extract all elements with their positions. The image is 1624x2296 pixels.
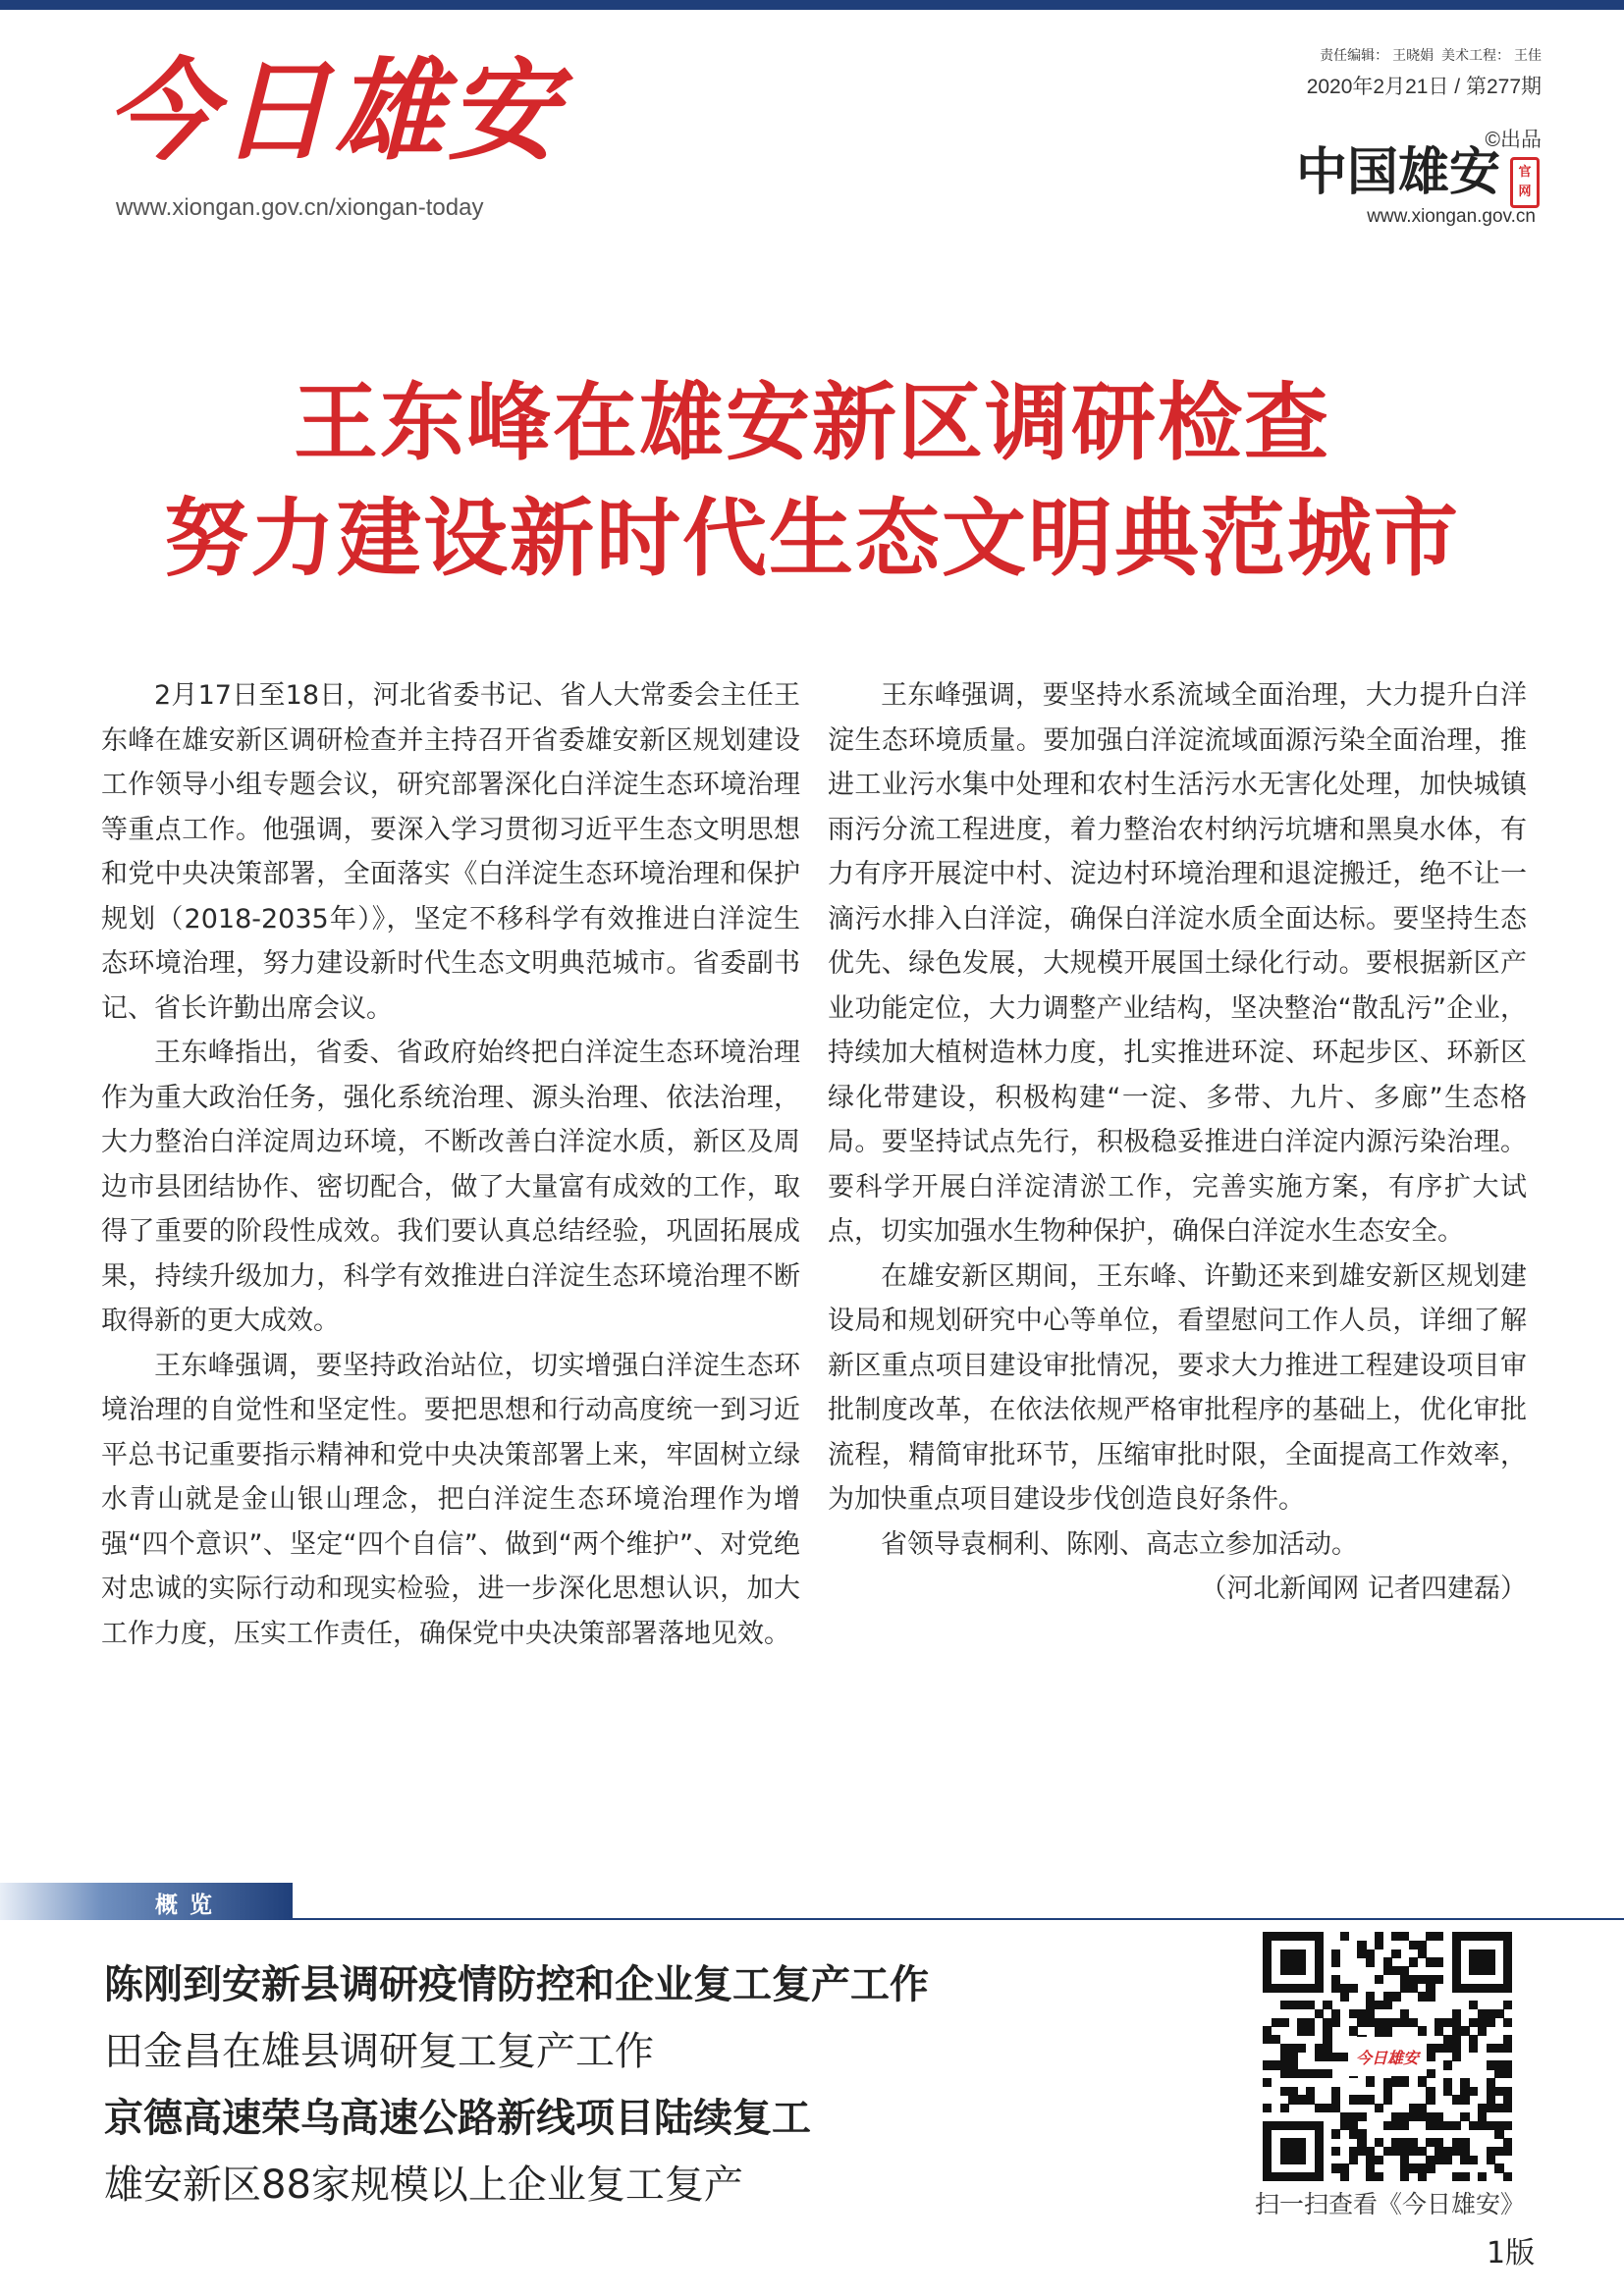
qr-module (1426, 2053, 1435, 2061)
headline-line-2: 努力建设新时代生态文明典范城市 (164, 490, 1460, 588)
qr-module (1409, 1957, 1418, 1966)
qr-module (1280, 2104, 1289, 2112)
qr-module (1503, 1984, 1512, 1993)
qr-module (1435, 1957, 1443, 1966)
qr-module (1297, 2044, 1306, 2053)
article-paragraph: 王东峰指出，省委、省政府始终把白洋淀生态环境治理作为重大政治任务，强化系统治理、源头治理、依法治理，大力整治白洋淀周边环境，不断改善白洋淀水质，新区及周边市县团结协作、密切配合，做了大量富有成效的工作，取得了重要的阶段性成效。我们要认真总结经验，巩固拓展成果，持续升级加力，科学有效推进白洋淀生态环境治理不断取得新的更大成效。 (101, 1038, 800, 1336)
qr-module (1340, 1992, 1349, 2001)
article-paragraph: 王东峰强调，要坚持水系流域全面治理，大力提升白洋淀生态环境质量。要加强白洋淀流域面源污染全面治理，推进工业污水集中处理和农村生活污水无害化处理，加快城镇雨污分流工程进度，着力整治农村纳污坑塘和黑臭水体，有力有序开展淀中村、淀边村环境治理和退淀搬迁，绝不让一滴污水排入白洋淀，确保白洋淀水质全面达标。要坚持生态优先、绿色发展，大规模开展国土绿化行动。要根据新区产业功能定位，大力调整产业结构，坚决整治“散乱污”企业，持续加大植树造林力度，扎实推进环淀、环起步区、环新区绿化带建设，积极构建“一淀、多带、九片、多廊”生态格局。要坚持试点先行，积极稳妥推进白洋淀内源污染治理。要科学开展白洋淀清淤工作，完善实施方案，有序扩大试点，切实加强水生物种保护，确保白洋淀水生态安全。 (828, 680, 1527, 1247)
qr-module (1366, 2078, 1375, 2087)
qr-module (1331, 2018, 1340, 2027)
publisher-block (1296, 124, 1542, 232)
art-label: 美术工程： (1441, 47, 1510, 63)
qr-module (1503, 2147, 1512, 2156)
overview-label: 概览 (155, 1893, 224, 1918)
qr-code[interactable] (1263, 1932, 1512, 2181)
qr-module (1340, 1932, 1349, 1941)
qr-module (1383, 2095, 1392, 2104)
overview-list (104, 1951, 1184, 2218)
article-column-left (101, 673, 800, 1656)
qr-module (1452, 2121, 1461, 2130)
qr-module (1443, 2060, 1452, 2069)
qr-module (1331, 2129, 1340, 2138)
qr-module (1323, 2069, 1331, 2078)
editor-name: 王晓娟 (1392, 47, 1435, 63)
art-name: 王佳 (1514, 47, 1542, 63)
qr-module (1469, 2087, 1478, 2096)
qr-module (1487, 1966, 1495, 1975)
qr-module (1469, 2156, 1478, 2164)
qr-module (1426, 2095, 1435, 2104)
qr-module (1375, 2156, 1383, 2164)
overview-item[interactable]: 京德高速荣乌高速公路新线项目陆续复工 (104, 2096, 811, 2141)
qr-module (1487, 2018, 1495, 2027)
qr-module (1418, 2172, 1427, 2181)
official-seal-icon: 官网 (1510, 157, 1540, 208)
page-number: 1版 (1487, 2236, 1536, 2270)
qr-module (1366, 1957, 1375, 1966)
qr-module (1331, 2147, 1340, 2156)
publisher-url[interactable]: www.xiongan.gov.cn (1367, 206, 1536, 227)
qr-module (1418, 2026, 1427, 2035)
article-column-right (828, 673, 1527, 1612)
qr-module (1443, 2156, 1452, 2164)
overview-item[interactable]: 雄安新区88家规模以上企业复工复产 (104, 2163, 743, 2208)
qr-module (1297, 2156, 1306, 2164)
headline (0, 365, 1624, 597)
masthead-url[interactable]: www.xiongan.gov.cn/xiongan-today (116, 194, 484, 221)
qr-module (1426, 2163, 1435, 2172)
qr-module (1297, 1966, 1306, 1975)
qr-module (1426, 1992, 1435, 2001)
qr-module (1331, 1957, 1340, 1966)
qr-module (1469, 2044, 1478, 2053)
qr-logo-text: 今日雄安 (1355, 2049, 1419, 2067)
qr-module (1391, 1949, 1400, 1958)
qr-module (1400, 2172, 1409, 2181)
qr-module (1435, 1932, 1443, 1941)
qr-module (1349, 1984, 1358, 1993)
qr-module (1375, 2172, 1383, 2181)
overview-header (0, 1883, 293, 1920)
qr-module (1280, 2018, 1289, 2027)
qr-module (1452, 2053, 1461, 2061)
qr-module (1503, 2069, 1512, 2078)
qr-module (1263, 2078, 1272, 2087)
qr-module (1383, 2001, 1392, 2009)
headline-line-1: 王东峰在雄安新区调研检查 (294, 374, 1330, 472)
overview-item[interactable]: 田金昌在雄县调研复工复产工作 (104, 2029, 654, 2074)
editor-credits (1307, 45, 1542, 65)
top-color-bar (0, 0, 1624, 10)
qr-module (1503, 2044, 1512, 2053)
masthead-logo: 今日雄安 (106, 47, 562, 176)
publisher-mark: ©出品 (1485, 129, 1542, 151)
qr-module (1400, 2078, 1409, 2087)
qr-module (1503, 2172, 1512, 2181)
article-paragraph: 省领导袁桐利、陈刚、高志立参加活动。 (881, 1528, 1358, 1560)
qr-module (1340, 2172, 1349, 2181)
qr-module (1263, 2104, 1272, 2112)
qr-module (1391, 1992, 1400, 2001)
qr-module (1400, 2121, 1409, 2130)
qr-module (1503, 2104, 1512, 2112)
qr-module (1426, 2069, 1435, 2078)
overview-item[interactable]: 陈刚到安新县调研疫情防控和企业复工复产工作 (104, 1962, 929, 2007)
article-paragraph: 2月17日至18日，河北省委书记、省人大常委会主任王东峰在雄安新区调研检查并主持召开省委雄安新区规划建设工作领导小组专题会议，研究部署深化白洋淀生态环境治理等重点工作。他强调，要深入学习贯彻习近平生态文明思想和党中央决策部署，全面落实《白洋淀生态环境治理和保护规划（2018-2035年）》，坚定不移科学有效推进白洋淀生态环境治理，努力建设新时代生态文明典范城市。省委副书记、省长许勤出席会议。 (101, 680, 800, 1024)
issue-meta (1307, 45, 1542, 100)
qr-module (1503, 2018, 1512, 2027)
qr-module (1375, 1975, 1383, 1984)
qr-module (1503, 2121, 1512, 2130)
qr-module (1435, 1975, 1443, 1984)
publisher-logo: 中国雄安 (1296, 142, 1501, 202)
article-byline: （河北新闻网 记者四建磊） (1200, 1574, 1527, 1604)
qr-module (1306, 2026, 1315, 2035)
qr-module (1478, 2172, 1487, 2181)
qr-caption: 扫一扫查看《今日雄安》 (1255, 2190, 1526, 2218)
article-paragraph: 王东峰强调，要坚持政治站位，切实增强白洋淀生态环境治理的自觉性和坚定性。要把思想和行动高度统一到习近平总书记重要指示精神和党中央决策部署上来，牢固树立绿水青山就是金山银山理念，把白洋淀生态环境治理作为增强“四个意识”、坚定“四个自信”、做到“两个维护”、对党绝对忠诚的实际行动和现实检验，进一步深化思想认识，加大工作力度，压实工作责任，确保党中央决策部署落地见效。 (101, 1350, 800, 1649)
qr-center-logo (1348, 2037, 1427, 2076)
editor-label: 责任编辑： (1320, 47, 1389, 63)
qr-module (1375, 1941, 1383, 1949)
overview-divider (293, 1918, 1624, 1920)
article-paragraph: 在雄安新区期间，王东峰、许勤还来到雄安新区规划建设局和规划研究中心等单位，看望慰问工作人员，详细了解新区重点项目建设审批情况，要求大力推进工程建设项目审批制度改革，在依法依规严格审批程序的基础上，优化审批流程，精简审批环节，压缩审批时限，全面提高工作效率，为加快重点项目建设步伐创造良好条件。 (828, 1260, 1527, 1515)
qr-module (1460, 2095, 1469, 2104)
qr-module (1315, 1984, 1324, 1993)
issue-date: 2020年2月21日 / 第277期 (1306, 76, 1542, 98)
qr-module (1375, 2104, 1383, 2112)
qr-module (1460, 2172, 1469, 2181)
qr-module (1315, 2172, 1324, 2181)
qr-module (1349, 2156, 1358, 2164)
qr-module (1503, 2001, 1512, 2009)
qr-module (1478, 2026, 1487, 2035)
qr-module (1357, 2112, 1366, 2121)
